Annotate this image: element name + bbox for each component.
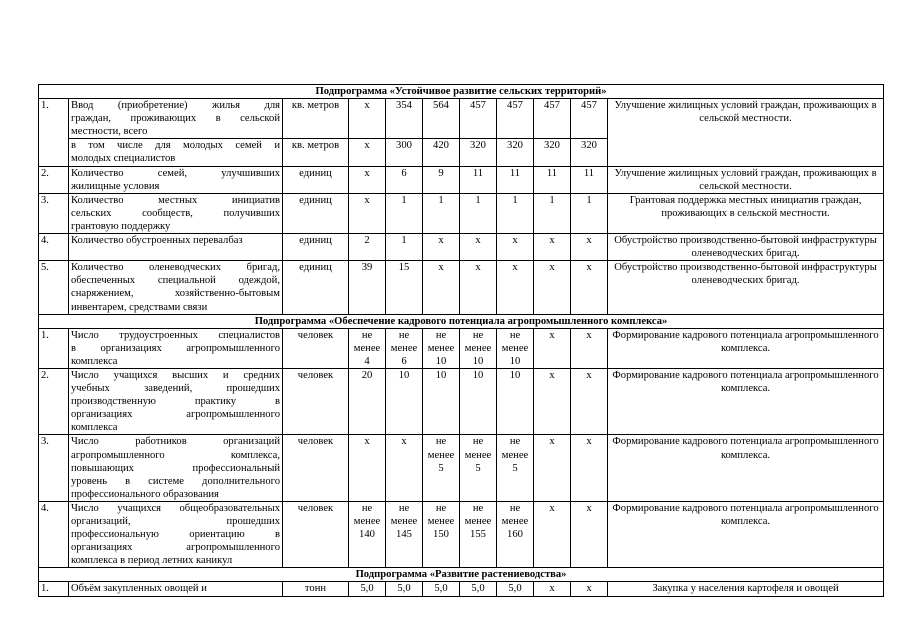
note-cell: Формирование кадрового потенциала агропромышленного комплекса. [608,501,884,567]
document-page [38,84,884,597]
value-cell: х [460,234,497,261]
row-number: 5. [39,261,69,314]
value-cell: х [534,261,571,314]
section-header-row [39,85,884,99]
section-header-row [39,568,884,582]
value-cell: 39 [349,261,386,314]
value-cell: не менее 6 [386,328,423,368]
unit-cell: единиц [283,261,349,314]
note-cell: Грантовая поддержка местных инициатив граждан, проживающих в сельской местности. [608,193,884,233]
table-row [39,234,884,261]
row-number: 2. [39,166,69,193]
indicator-line: грантовую поддержку [71,220,171,232]
indicator-name [69,99,283,139]
indicator-line: обеспеченных специальной одеждой, [71,275,280,287]
value-cell: х [349,99,386,139]
value-cell: х [349,139,386,166]
row-number: 1. [39,99,69,166]
value-cell: 320 [534,139,571,166]
value-cell: х [571,261,608,314]
section-title: Подпрограмма «Развитие растениеводства» [39,568,884,582]
indicator-line: Ввод (приобретение) жилья для [71,100,280,112]
row-number: 3. [39,193,69,233]
indicator-name [69,166,283,193]
indicator-line: Количество обустроенных перевалбаз [71,235,243,247]
section-header-row [39,314,884,328]
indicator-line: Количество семей, улучшивших [71,167,280,179]
value-cell: не менее 10 [460,328,497,368]
indicator-line: комплекса [71,422,118,434]
indicator-line: учебных заведений, прошедших [71,383,280,395]
value-cell: 320 [497,139,534,166]
note-cell: Закупка у населения картофеля и овощей [608,582,884,596]
value-cell: х [534,435,571,501]
indicator-line: организаций, прошедших [71,516,280,527]
row-number: 3. [39,435,69,501]
value-cell: 9 [423,166,460,193]
indicator-name [69,368,283,434]
table-row [39,193,884,233]
value-cell: 11 [497,166,534,193]
indicator-line: комплекса в период летних каникул [71,555,233,567]
value-cell: не менее 5 [423,435,460,501]
table-row [39,368,884,434]
row-number: 4. [39,501,69,567]
note-cell: Формирование кадрового потенциала агропромышленного комплекса. [608,368,884,434]
unit-cell: человек [283,368,349,434]
indicator-line: производственную практику в [71,396,280,408]
value-cell: х [534,328,571,368]
value-cell: 11 [571,166,608,193]
value-cell: 5,0 [386,582,423,596]
table-row [39,328,884,368]
unit-cell: кв. метров [283,99,349,139]
indicator-line: инвентарем, средствами связи [71,301,208,313]
value-cell: 420 [423,139,460,166]
indicator-name [69,193,283,233]
value-cell: х [534,582,571,596]
indicator-line: Число работников организаций [71,436,280,448]
value-cell: х [460,261,497,314]
value-cell: 1 [571,193,608,233]
value-cell: не менее 145 [386,501,423,567]
indicator-line: снаряжением, хозяйственно-бытовым [71,288,280,300]
value-cell: 5,0 [497,582,534,596]
value-cell: х [349,435,386,501]
value-cell: 300 [386,139,423,166]
value-cell: 457 [571,99,608,139]
indicator-line: профессиональную ориентацию в [71,529,280,541]
unit-cell: единиц [283,166,349,193]
table-row [39,435,884,501]
value-cell: х [349,166,386,193]
note-cell: Формирование кадрового потенциала агропромышленного комплекса. [608,435,884,501]
value-cell: х [571,328,608,368]
value-cell: 1 [534,193,571,233]
value-cell: не менее 10 [423,328,460,368]
indicator-line: Объём закупленных овощей и [71,583,207,595]
unit-cell: человек [283,501,349,567]
table-row [39,166,884,193]
indicator-line: профессионального образования [71,488,219,500]
value-cell: х [571,368,608,434]
indicator-name [69,501,283,567]
value-cell: х [534,368,571,434]
value-cell: не менее 155 [460,501,497,567]
value-cell: 1 [386,193,423,233]
table-row [39,582,884,596]
indicator-line: агропромышленного комплекса, [71,449,280,461]
indicator-line: Количество оленеводческих бригад, [71,262,280,274]
unit-cell: человек [283,435,349,501]
indicator-name [69,261,283,314]
value-cell: х [534,501,571,567]
indicator-name [69,234,283,261]
row-number: 1. [39,582,69,596]
note-cell: Обустройство производственно-бытовой инфраструктуры оленеводческих бригад. [608,261,884,314]
value-cell: 320 [571,139,608,166]
indicator-name [69,435,283,501]
value-cell: не менее 4 [349,328,386,368]
value-cell: 15 [386,261,423,314]
indicator-line: организациях агропромышленного [71,409,280,421]
value-cell: х [571,582,608,596]
row-number: 2. [39,368,69,434]
indicator-line: комплекса [71,355,118,367]
unit-cell: человек [283,328,349,368]
indicator-name [69,139,283,166]
indicator-name [69,582,283,596]
value-cell: 10 [386,368,423,434]
indicator-line: молодых специалистов [71,153,176,165]
value-cell: 1 [497,193,534,233]
indicator-line: жилищные условия [71,180,160,192]
value-cell: 10 [497,368,534,434]
value-cell: х [497,234,534,261]
table-row [39,501,884,567]
value-cell: 1 [423,193,460,233]
value-cell: х [571,234,608,261]
value-cell: 10 [423,368,460,434]
note-cell: Улучшение жилищных условий граждан, проживающих в сельской местности. [608,99,884,166]
value-cell: 1 [460,193,497,233]
section-title: Подпрограмма «Устойчивое развитие сельских территорий» [39,85,884,99]
row-number: 1. [39,328,69,368]
value-cell: не менее 160 [497,501,534,567]
indicator-line: организациях агропромышленного [71,542,280,554]
indicator-line: сельских сообществ, получивших [71,207,280,219]
value-cell: 5,0 [349,582,386,596]
value-cell: 11 [460,166,497,193]
indicator-line: Количество местных инициатив [71,194,280,206]
value-cell: 320 [460,139,497,166]
value-cell: 457 [497,99,534,139]
value-cell: 11 [534,166,571,193]
indicator-line: Число учащихся высших и средних [71,369,280,381]
value-cell: 457 [534,99,571,139]
indicator-line: Число трудоустроенных специалистов [71,329,280,341]
value-cell: не менее 5 [460,435,497,501]
unit-cell: тонн [283,582,349,596]
value-cell: х [386,435,423,501]
value-cell: х [571,501,608,567]
indicator-line: повышающих профессиональный [71,462,280,474]
value-cell: 5,0 [460,582,497,596]
table-row [39,99,884,139]
value-cell: не менее 10 [497,328,534,368]
value-cell: х [497,261,534,314]
value-cell: х [423,261,460,314]
value-cell: 5,0 [423,582,460,596]
note-cell: Обустройство производственно-бытовой инфраструктуры оленеводческих бригад. [608,234,884,261]
indicator-line: местности, всего [71,126,148,138]
indicator-line: в том числе для молодых семей и [71,140,280,152]
value-cell: не менее 5 [497,435,534,501]
value-cell: 6 [386,166,423,193]
indicator-line: Число учащихся общеобразовательных [71,502,280,514]
value-cell: 457 [460,99,497,139]
indicator-name [69,328,283,368]
unit-cell: кв. метров [283,139,349,166]
unit-cell: единиц [283,193,349,233]
unit-cell: единиц [283,234,349,261]
indicator-line: в организациях агропромышленного [71,342,280,354]
note-cell: Улучшение жилищных условий граждан, проживающих в сельской местности. [608,166,884,193]
value-cell: 564 [423,99,460,139]
value-cell: 354 [386,99,423,139]
value-cell: не менее 140 [349,501,386,567]
value-cell: 10 [460,368,497,434]
value-cell: х [349,193,386,233]
note-cell: Формирование кадрового потенциала агропромышленного комплекса. [608,328,884,368]
indicators-table [38,84,884,597]
value-cell: 1 [386,234,423,261]
indicator-line: граждан, проживающих в сельской [71,113,280,125]
value-cell: 2 [349,234,386,261]
table-row [39,261,884,314]
value-cell: х [571,435,608,501]
value-cell: не менее 150 [423,501,460,567]
row-number: 4. [39,234,69,261]
indicator-line: уровень в системе дополнительного [71,475,280,487]
value-cell: х [534,234,571,261]
section-title: Подпрограмма «Обеспечение кадрового потенциала агропромышленного комплекса» [39,314,884,328]
value-cell: х [423,234,460,261]
value-cell: 20 [349,368,386,434]
